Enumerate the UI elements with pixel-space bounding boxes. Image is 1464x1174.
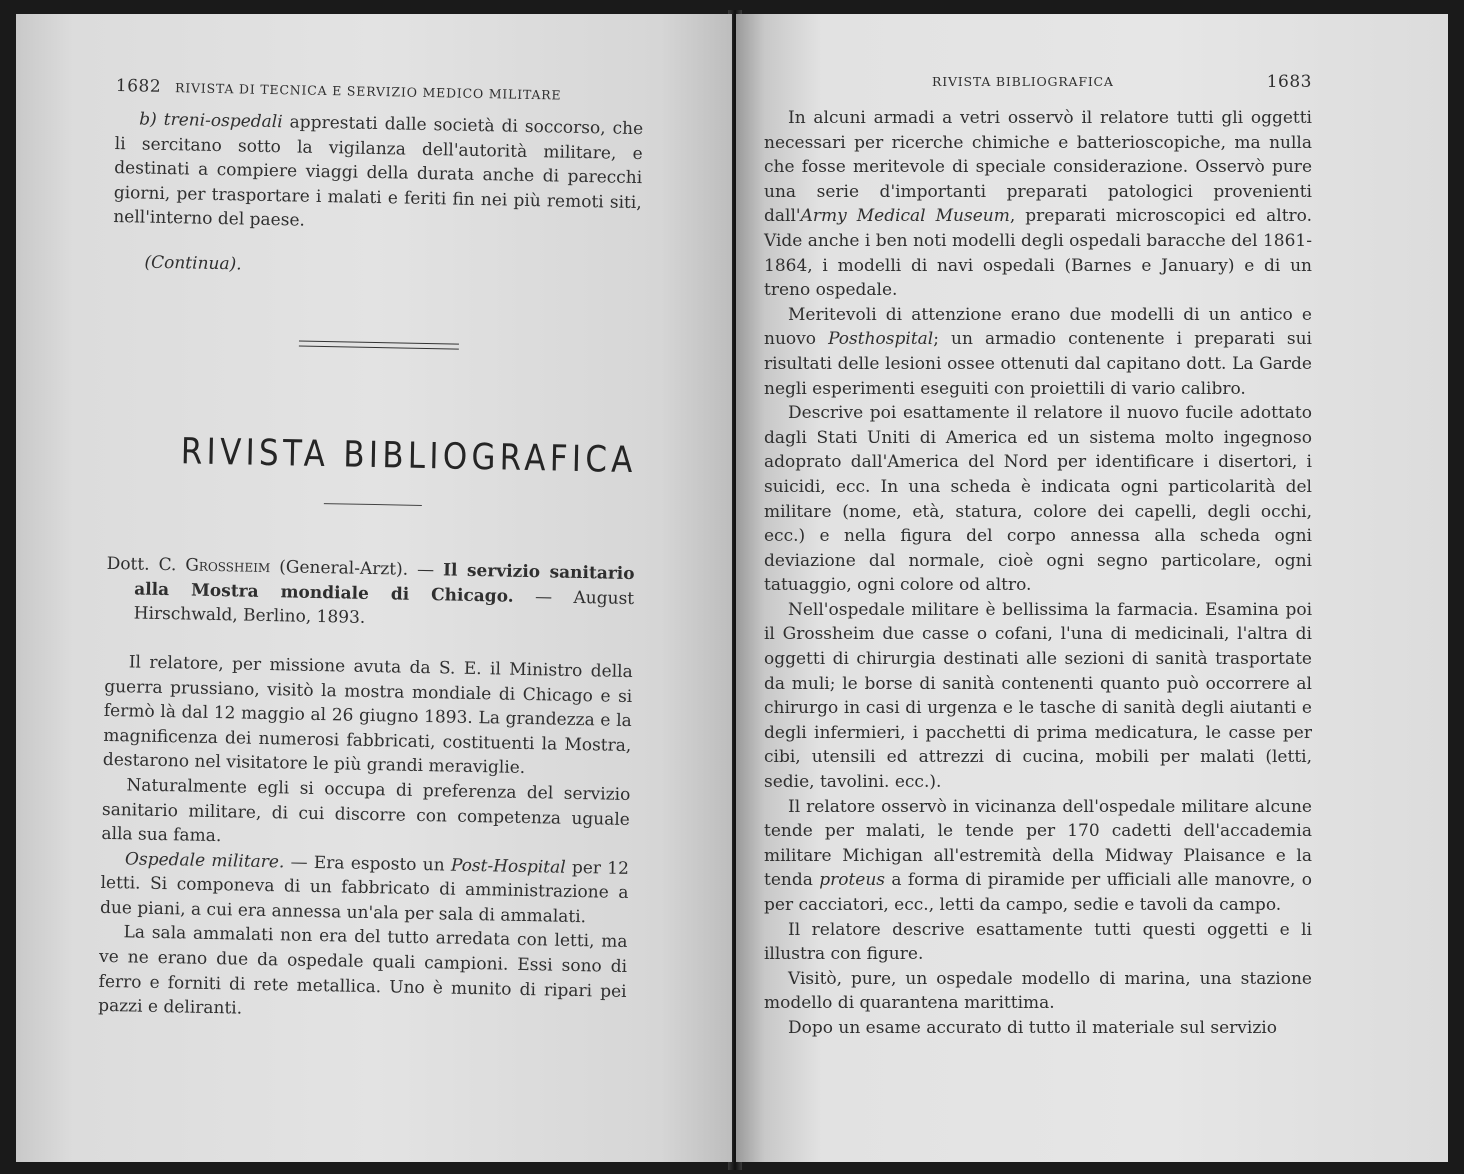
intro-paragraph <box>113 107 643 240</box>
review-paragraph <box>764 106 1312 303</box>
citation-author: Grossheim <box>185 555 271 578</box>
review-paragraph: Visitò, pure, un ospedale modello di marina, una stazione modello di quarantena marittima. <box>764 968 1312 1014</box>
short-rule-divider <box>324 503 422 506</box>
citation-author-role: (General-Arzt). — <box>279 557 435 581</box>
right-running-head <box>764 74 1312 94</box>
intro-term: treni-ospedali <box>163 109 283 133</box>
review-paragraph: Nell'ospedale militare è bellissima la farmacia. Esamina poi il Grossheim due casse o cofani, l'una di medicinali, l'altra di oggetti di chirurgia destinati alle sezioni di sanità trasportate da muli; le borse di sanità contenenti quanto può occorrere al chirurgo in casi di urgenza e le tasche di sanità degli aiutanti e degli infermieri, i pacchetti di prima medicatura, le casse per cibi, utensili ed attrezzi di cucina, mobili per malati (letti, sedie, tavolini. ecc.). <box>764 599 1312 793</box>
p1-term: Army Medical Museum <box>800 206 1010 227</box>
ospedale-lead: — Era esposto un <box>290 852 445 876</box>
p1-text: In alcuni armadi a vetri osservò il relatore tutti gli oggetti necessari per ricerche chimiche e batterioscopiche, ma nulla che fosse meritevole di speciale considerazione. Osservò pure una serie d'importanti preparati patologici provenienti dall' <box>764 108 1312 227</box>
ospedale-term: Post-Hospital <box>450 855 566 878</box>
section-title: RIVISTA BIBLIOGRAFICA <box>180 430 638 481</box>
left-page <box>16 14 732 1162</box>
left-text-column <box>98 78 644 1029</box>
review-paragraph: Naturalmente egli si occupa di preferenza del servizio sanitario militare, di cui discorre con competenza uguale alla sua fama. <box>101 775 631 847</box>
right-text-column <box>764 74 1312 1041</box>
p2-term: Posthospital <box>828 329 934 350</box>
intro-text: apprestati dalle società di soccorso, che li sercitano sotto la vigilanza dell'autorità militare, e destinati a compiere viaggi della durata anche di parecchi giorni, per trasportare i malati e feriti fin nei più remoti siti, nell'interno del paese. <box>113 112 644 232</box>
ospedale-rest: per 12 letti. Si componeva di un fabbricato di amministrazione a due piani, a cui era annessa un'ala per sala di ammalati. <box>99 857 630 928</box>
p5-term: proteus <box>819 870 886 891</box>
review-paragraph: Descrive poi esattamente il relatore il nuovo fucile adottato dagli Stati Uniti di America ed un sistema molto ingegnoso adoprato dall'America del Nord per identificare i disertori, i suicidi, ecc. In una scheda è indicata ogni particolarità del militare (nome, età, statura, colore dei capelli, degli occhi, ecc.) e nella figura del corpo annessa alla scheda ogni deviazione dal normale, cioè ogni segno particolare, ogni tatuaggio, ogni colore od altro. <box>764 403 1312 596</box>
citation-title: Il servizio sanitario alla Mostra mondiale di Chicago. <box>133 560 635 607</box>
review-body <box>98 650 633 1029</box>
p2-rest: ; un armadio contenente i preparati sui risultati delle lesioni ossee ottenuti dal capitano dott. La Garde negli esperimenti eseguiti con proiettili di vario calibro. <box>764 329 1312 399</box>
p2-text: Meritevoli di attenzione erano due modelli di un antico e nuovo <box>764 304 1312 350</box>
page-number: 1683 <box>1266 72 1312 92</box>
page-number: 1682 <box>115 76 162 97</box>
review-paragraph: La sala ammalati non era del tutto arredata con letti, ma ve ne erano due da ospedale quali campioni. Essi sono di ferro e forniti di rete metallica. Uno è munito di ripari pei pazzi e deliranti. <box>97 922 628 1019</box>
running-head-text: RIVISTA BIBLIOGRAFICA <box>932 74 1114 89</box>
p1-rest: , preparati microscopici ed altro. Vide anche i ben noti modelli degli ospedali baracche del 1861-1864, i modelli di navi ospedali (Barnes e January) e di un treno ospedale. <box>764 206 1312 301</box>
p5-text: Il relatore osservò in vicinanza dell'ospedale militare alcune tende per malati, le tende per 170 cadetti dell'accademia militare Michigan all'estremità della Midway Plaisance e la tenda <box>764 796 1312 891</box>
book-citation <box>105 552 634 636</box>
review-paragraph <box>764 303 1312 401</box>
continua-note: (Continua). <box>144 252 242 275</box>
review-paragraph: Il relatore descrive esattamente tutti questi oggetti e li illustra con figure. <box>764 919 1312 965</box>
left-running-head <box>116 78 644 105</box>
review-paragraph: Il relatore, per missione avuta da S. E. il Ministro della guerra prussiano, visitò la mostra mondiale di Chicago e si fermò là dal 12 maggio al 26 giugno 1893. La grandezza e la magnificenza dei numerosi fabbricati, costituenti la Mostra, destarono nel visitatore le più grandi meraviglie. <box>102 652 633 779</box>
citation-prefix: Dott. C. <box>106 554 177 576</box>
right-page <box>736 14 1448 1162</box>
ospedale-heading: Ospedale militare. <box>124 849 285 873</box>
intro-label: b) <box>139 109 157 130</box>
ospedale-paragraph <box>100 847 629 931</box>
citation-publisher: — August Hirschwald, Berlino, 1893. <box>133 586 635 629</box>
running-head-text: RIVISTA DI TECNICA E SERVIZIO MEDICO MILITARE <box>174 80 562 103</box>
review-paragraph: Dopo un esame accurato di tutto il materiale sul servizio <box>788 1017 1277 1038</box>
review-paragraph <box>764 795 1312 918</box>
double-rule-divider <box>299 340 459 349</box>
p5-rest: a forma di piramide per ufficiali alle manovre, o per cacciatori, ecc., letti da campo, sedie e tavoli da campo. <box>764 870 1312 915</box>
